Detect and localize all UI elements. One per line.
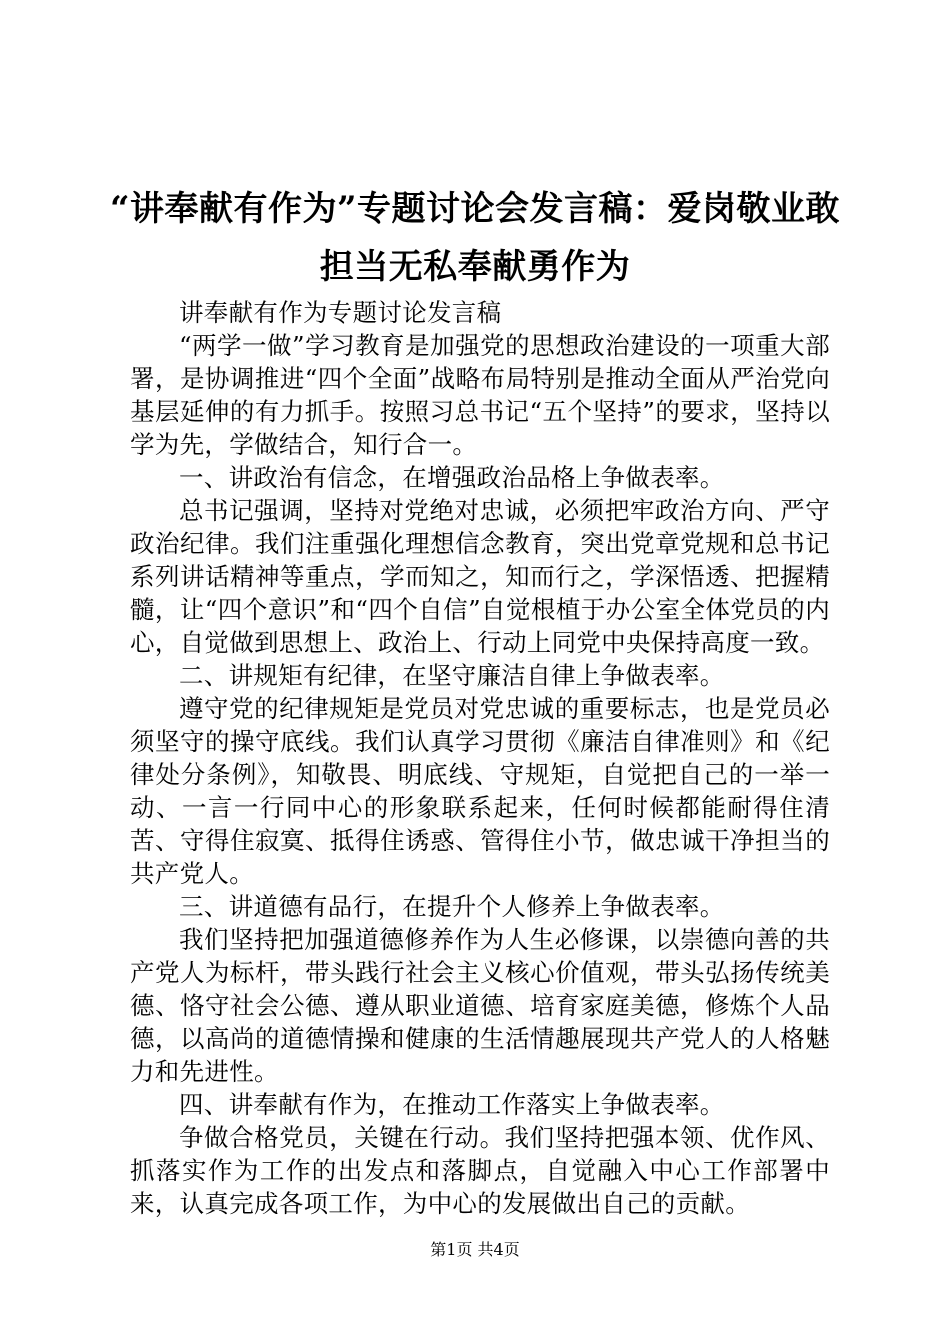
section-heading-2: 二、讲规矩有纪律，在坚守廉洁自律上争做表率。 bbox=[179, 661, 725, 690]
section-heading-1: 一、讲政治有信念，在增强政治品格上争做表率。 bbox=[179, 463, 725, 492]
document-body bbox=[130, 296, 830, 1220]
paragraph-subtitle: 讲奉献有作为专题讨论发言稿 bbox=[179, 298, 502, 327]
paragraph-section-3: 我们坚持把加强道德修养作为人生必修课，以崇德向善的共产党人为标杆，带头践行社会主义核心价值观，带头弘扬传统美德、恪守社会公德、遵从职业道德、培育家庭美德，修炼个人品德，以高尚的道德情操和健康的生活情趣展现共产党人的人格魅力和先进性。 bbox=[130, 925, 830, 1086]
paragraph-section-2: 遵守党的纪律规矩是党员对党忠诚的重要标志，也是党员必须坚守的操守底线。我们认真学习贯彻《廉洁自律准则》和《纪律处分条例》，知敬畏、明底线、守规矩，自觉把自己的一举一动、一言一行同中心的形象联系起来，任何时候都能耐得住清苦、守得住寂寞、抵得住诱惑、管得住小节，做忠诚干净担当的共产党人。 bbox=[130, 694, 830, 888]
section-heading-4: 四、讲奉献有作为，在推动工作落实上争做表率。 bbox=[179, 1090, 725, 1119]
paragraph-section-4: 争做合格党员，关键在行动。我们坚持把强本领、优作风、抓落实作为工作的出发点和落脚点，自觉融入中心工作部署中来，认真完成各项工作，为中心的发展做出自己的贡献。 bbox=[130, 1123, 830, 1218]
paragraph-intro: “两学一做”学习教育是加强党的思想政治建设的一项重大部署，是协调推进“四个全面”战略布局特别是推动全面从严治党向基层延伸的有力抓手。按照习总书记“五个坚持”的要求，坚持以学为先，学做结合，知行合一。 bbox=[130, 331, 830, 459]
page-number-footer: 第1页 共4页 bbox=[430, 1240, 520, 1259]
document-title: “讲奉献有作为”专题讨论会发言稿：爱岗敬业敢担当无私奉献勇作为 bbox=[109, 189, 841, 287]
section-heading-3: 三、讲道德有品行，在提升个人修养上争做表率。 bbox=[179, 892, 725, 921]
paragraph-section-1: 总书记强调，坚持对党绝对忠诚，必须把牢政治方向、严守政治纪律。我们注重强化理想信念教育，突出党章党规和总书记系列讲话精神等重点，学而知之，知而行之，学深悟透、把握精髓，让“四个意识”和“四个自信”自觉根植于办公室全体党员的内心，自觉做到思想上、政治上、行动上同党中央保持高度一致。 bbox=[130, 496, 830, 657]
